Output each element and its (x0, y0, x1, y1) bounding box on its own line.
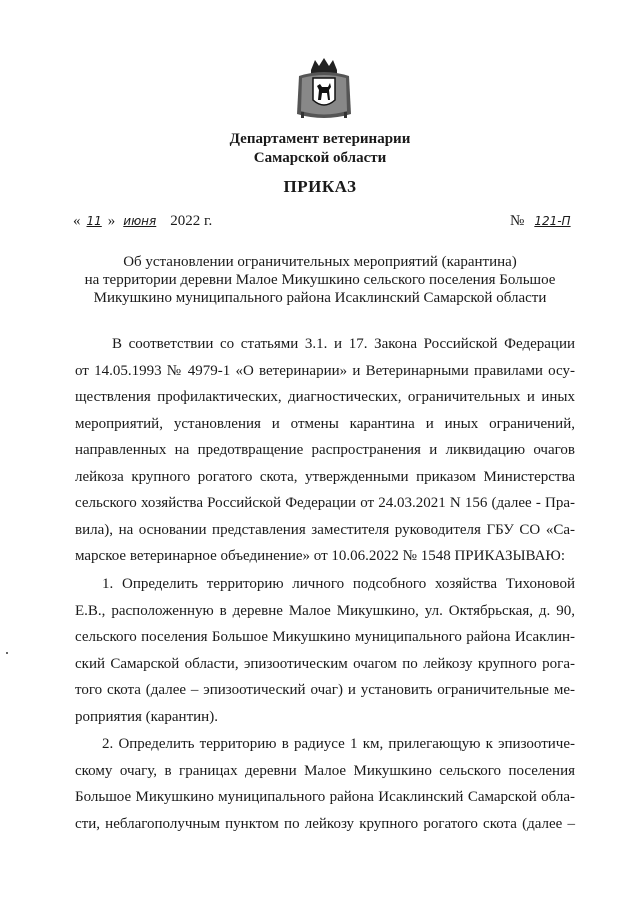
body-line: Е.В., расположенную в деревне Малое Микушкино, ул. Октябрьская, д. 90, (75, 602, 575, 619)
preamble-paragraph (75, 331, 575, 570)
subject-line-3: Микушкино муниципального района Исаклинский Самарской области (93, 290, 547, 306)
body-line: скому очагу, в границах деревни Малое Микушкино сельского поселения (75, 762, 575, 779)
body-line: того скота (далее – эпизоотический очаг) и установить ограничительные ме- (75, 682, 575, 698)
body-line: роприятия (карантин). (75, 708, 218, 725)
date-day: 11 (86, 214, 102, 228)
body-line: 2. Определить территорию в радиусе 1 км, прилегающую к эпизоотиче- (102, 736, 575, 752)
document-title: ПРИКАЗ (283, 177, 357, 196)
number-label: № (510, 213, 525, 229)
body-line: ский Самарской области, эпизоотическим очагом по лейкозу крупного рога- (75, 655, 575, 672)
body-line: Большое Микушкино муниципального района Исаклинский Самарской обла- (75, 789, 575, 805)
department-name-line1: Департамент ветеринарии (229, 131, 411, 147)
body-line: сельского поселения Большое Микушкино муниципального района Исаклин- (75, 629, 575, 645)
item-2-paragraph (75, 731, 575, 837)
body-line: ществления профилактических, диагностических, ограничительных и иных (75, 389, 575, 405)
item-1-paragraph (75, 571, 575, 730)
date-year: 2022 г. (170, 213, 213, 229)
body-line: В соответствии со статьями 3.1. и 17. Закона Российской Федерации (112, 336, 575, 352)
date-open-quote: « (73, 213, 81, 229)
body-line: вила), на основании представления заместителя руководителя ГБУ СО «Са- (75, 521, 575, 538)
body-line: лейкоза крупного рогатого скота, утвержденными приказом Министерства (75, 468, 575, 485)
body-line: сельского хозяйства Российской Федерации от 24.03.2021 N 156 (далее - Пра- (75, 495, 575, 511)
date-month: июня (123, 214, 157, 228)
body-line: от 14.05.1993 № 4979-1 «О ветеринарии» и Ветеринарными правилами осу- (75, 362, 575, 379)
body-line: мероприятий, установления и отмены карантина и иных ограничений, (75, 415, 575, 432)
order-date (73, 213, 212, 230)
body-line: 1. Определить территорию личного подсобного хозяйства Тихоновой (102, 576, 575, 592)
body-line: сти, неблагополучным пунктом по лейкозу крупного рогатого скота (далее – (75, 815, 575, 832)
number-value: 121-П (534, 214, 571, 228)
body-line: марское ветеринарное объединение» от 10.06.2022 № 1548 ПРИКАЗЫВАЮ: (75, 548, 566, 564)
subject-line-2: на территории деревни Малое Микушкино сельского поселения Большое (84, 272, 556, 288)
department-name-line2: Самарской области (253, 150, 387, 166)
order-number (510, 213, 581, 230)
subject-line-1: Об установлении ограничительных мероприятий (карантина) (123, 254, 517, 270)
coat-of-arms-emblem (293, 56, 355, 122)
body-line: направленных на предотвращение распространения и ликвидацию очагов (75, 442, 575, 458)
date-close-quote: » (107, 213, 116, 229)
scan-speck (6, 652, 8, 654)
